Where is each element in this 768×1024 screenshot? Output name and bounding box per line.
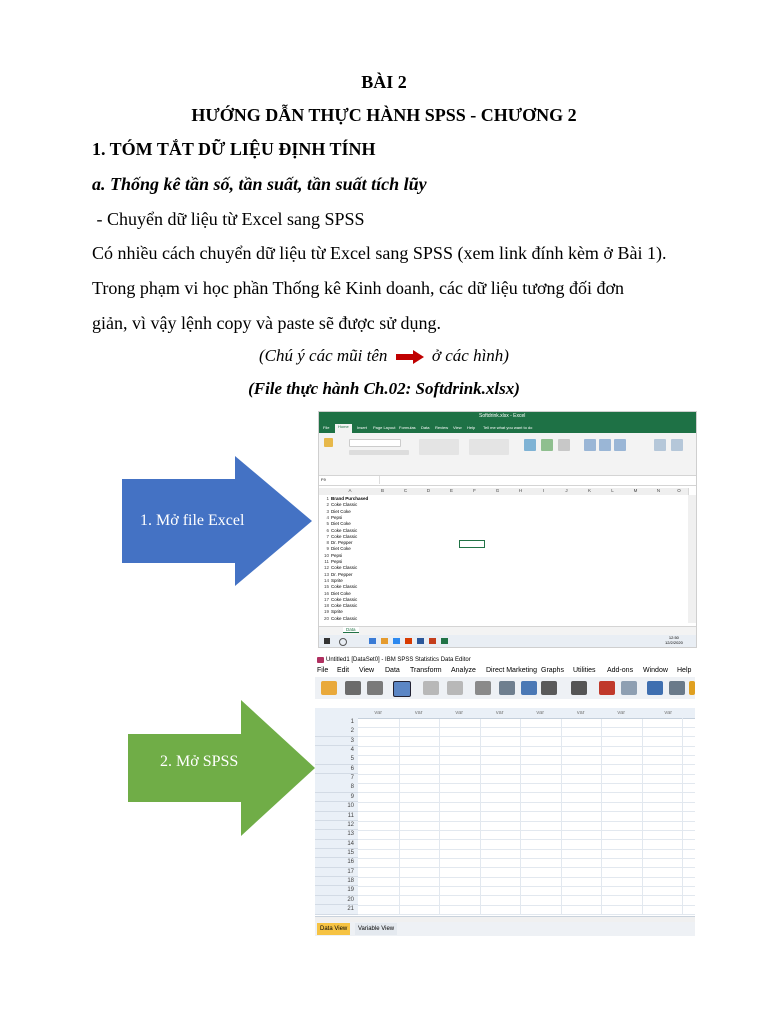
excel-grid[interactable] [319, 488, 696, 623]
spss-column-header[interactable]: var [358, 708, 400, 719]
excel-cell[interactable]: Coke Classic [331, 502, 358, 508]
spss-row-number[interactable]: 15 [315, 849, 358, 859]
excel-col-header[interactable]: M [624, 488, 648, 495]
excel-tab[interactable]: Help [467, 425, 476, 430]
excel-col-header[interactable]: F [463, 488, 487, 495]
menu-item[interactable]: Graphs [541, 667, 564, 674]
spss-column-header[interactable]: var [480, 708, 522, 719]
paragraph-line: Có nhiều cách chuyển dữ liệu từ Excel sang SPSS (xem link đính kèm ở Bài 1). [92, 243, 667, 263]
menu-item[interactable]: Utilities [573, 667, 596, 674]
excel-tab[interactable]: Formulas [399, 425, 416, 430]
alignment-group[interactable] [419, 439, 459, 455]
bullet-text: - Chuyển dữ liệu từ Excel sang SPSS [92, 209, 365, 229]
insert-cells-icon[interactable] [584, 439, 596, 451]
sort-filter-icon[interactable] [654, 439, 666, 451]
menu-item[interactable]: Direct Marketing [486, 667, 537, 674]
excel-col-header[interactable]: I [532, 488, 556, 495]
open-folder-icon[interactable] [321, 681, 337, 695]
paragraph-line: giản, vì vậy lệnh copy và paste sẽ được sử dụng. [92, 313, 441, 333]
excel-ribbon [319, 433, 696, 476]
clock-time: 12:50 [668, 635, 679, 640]
step1-label: 1. Mở file Excel [140, 512, 245, 529]
spss-row-number[interactable]: 2 [315, 727, 358, 737]
excel-row-number[interactable]: 18 [323, 603, 329, 609]
excel-tab[interactable]: Insert [357, 425, 368, 430]
excel-row-number[interactable]: 19 [323, 609, 329, 615]
excel-row-number[interactable]: 2 [326, 502, 329, 508]
excel-row-number[interactable]: 5 [326, 521, 329, 527]
excel-col-header[interactable]: K [578, 488, 602, 495]
spss-grid-line [358, 877, 695, 878]
spss-grid-line [358, 895, 695, 896]
excel-col-header[interactable]: J [555, 488, 579, 495]
spss-row-number[interactable]: 20 [315, 896, 358, 906]
excel-col-header[interactable]: G [486, 488, 510, 495]
font-select[interactable] [349, 439, 401, 447]
excel-cell[interactable]: Pepsi [331, 514, 343, 520]
tab-data-view[interactable]: Data View [317, 923, 350, 935]
paste-icon[interactable] [324, 438, 333, 447]
excel-cell[interactable]: Pepsi [331, 552, 343, 558]
excel-tab[interactable]: Review [435, 425, 449, 430]
excel-row-number[interactable]: 10 [323, 552, 329, 558]
spss-row-number[interactable]: 16 [315, 858, 358, 868]
spss-grid-line [358, 830, 695, 831]
spss-grid-line [358, 727, 695, 728]
spss-grid-line [358, 811, 695, 812]
spss-window-title: Untitled1 [DataSet0] - IBM SPSS Statistics Data Editor [326, 657, 471, 663]
arrow-note-text: (Chú ý các mũi tên [259, 346, 388, 365]
powerpoint-icon[interactable] [429, 638, 436, 644]
value-labels-icon[interactable] [689, 681, 695, 695]
app-icon[interactable] [381, 638, 388, 644]
spss-app-icon [317, 657, 324, 663]
menu-item[interactable]: File [317, 667, 329, 674]
weight-cases-icon[interactable] [669, 681, 685, 695]
word-icon[interactable] [417, 638, 424, 644]
excel-cell[interactable]: Coke Classic [331, 603, 358, 609]
subsection-heading: a. Thống kê tần số, tần suất, tần suất tích lũy [92, 174, 427, 194]
excel-cell[interactable]: Sprite [331, 609, 343, 615]
excel-cell[interactable]: Brand Purchased [331, 496, 369, 501]
spss-column-header[interactable]: var [642, 708, 696, 719]
menu-item[interactable]: Add-ons [607, 667, 634, 674]
excel-col-header[interactable]: L [601, 488, 625, 495]
spss-row-number[interactable]: 18 [315, 877, 358, 887]
spss-grid-line [358, 736, 695, 737]
excel-col-header[interactable]: N [647, 488, 671, 495]
excel-sheet-tab[interactable]: Data [343, 627, 359, 633]
file-note: (File thực hành Ch.02: Softdrink.xlsx) [248, 379, 520, 398]
spss-grid-line [358, 792, 695, 793]
excel-formula-input[interactable] [379, 476, 680, 484]
goto-variable-icon[interactable] [499, 681, 515, 695]
excel-row-number[interactable]: 7 [326, 533, 329, 539]
redo-icon[interactable] [447, 681, 463, 695]
excel-col-header[interactable]: B [371, 488, 395, 495]
excel-row-number[interactable]: 17 [323, 596, 329, 602]
spss-grid-line [520, 718, 521, 914]
insert-variable-icon[interactable] [621, 681, 637, 695]
format-cells-icon[interactable] [614, 439, 626, 451]
spss-grid-line [358, 755, 695, 756]
excel-icon[interactable] [441, 638, 448, 644]
dialog-recall-icon[interactable] [393, 681, 411, 697]
spss-row-number[interactable]: 12 [315, 821, 358, 831]
spss-grid-line [358, 821, 695, 822]
spss-row-number[interactable]: 9 [315, 793, 358, 803]
number-group[interactable] [469, 439, 509, 455]
excel-cell[interactable]: Diet Coke [331, 508, 351, 514]
insert-cases-icon[interactable] [599, 681, 615, 695]
excel-col-header[interactable]: E [440, 488, 464, 495]
find-icon[interactable] [571, 681, 587, 695]
menu-item[interactable]: Help [677, 667, 692, 674]
red-arrow-icon [396, 350, 424, 364]
spss-grid-line [358, 914, 695, 915]
spss-grid-line [358, 858, 695, 859]
windows-taskbar [319, 635, 696, 647]
excel-row-number[interactable]: 4 [326, 514, 329, 520]
menu-item[interactable]: Analyze [451, 667, 476, 674]
excel-cell[interactable]: Pepsi [331, 559, 343, 564]
excel-row-number[interactable]: 8 [326, 540, 329, 546]
menu-item[interactable]: Edit [337, 667, 350, 674]
spss-row-number[interactable]: 17 [315, 868, 358, 878]
page-heading: HƯỚNG DẪN THỰC HÀNH SPSS - CHƯƠNG 2 [191, 105, 577, 125]
menu-item[interactable]: Window [643, 667, 668, 674]
excel-name-box[interactable]: F9 [321, 477, 326, 482]
spss-data-grid[interactable] [315, 708, 695, 916]
spss-grid-line [439, 718, 440, 914]
excel-tell-me[interactable]: Tell me what you want to do [483, 425, 533, 430]
excel-row-number[interactable]: 11 [324, 559, 329, 564]
spss-grid-line [358, 774, 695, 775]
excel-cell[interactable]: Dr. Pepper [331, 571, 353, 577]
spss-grid-line [561, 718, 562, 914]
variables-icon[interactable] [521, 681, 537, 695]
spss-column-header[interactable]: var [439, 708, 481, 719]
excel-col-header[interactable]: O [670, 488, 689, 495]
spss-grid-line [358, 886, 695, 887]
excel-cell[interactable]: Coke Classic [331, 527, 358, 533]
app-icon[interactable] [405, 638, 412, 644]
split-icon[interactable] [647, 681, 663, 695]
section-heading: 1. TÓM TẮT DỮ LIỆU ĐỊNH TÍNH [92, 139, 376, 159]
spss-grid-line [358, 783, 695, 784]
spss-row-number[interactable]: 13 [315, 830, 358, 840]
excel-col-header[interactable]: C [394, 488, 418, 495]
excel-cell[interactable]: Sprite [331, 577, 343, 583]
spss-screenshot [315, 655, 695, 936]
excel-cell[interactable]: Coke Classic [331, 584, 358, 590]
spss-grid-line [642, 718, 643, 914]
spss-grid-line [358, 764, 695, 765]
excel-cell[interactable]: Diet Coke [331, 590, 351, 596]
spss-row-number[interactable]: 1 [315, 718, 358, 728]
spss-grid-line [399, 718, 400, 914]
format-as-table-icon[interactable] [541, 439, 553, 451]
clock-date: 12/2/2020 [665, 640, 683, 645]
spss-view-tabs [315, 922, 695, 936]
excel-cell[interactable]: Dr. Pepper [331, 540, 353, 546]
excel-tab[interactable]: File [323, 425, 330, 430]
spss-grid-line [358, 802, 695, 803]
excel-cell[interactable]: Diet Coke [331, 521, 351, 527]
excel-col-header[interactable]: D [417, 488, 441, 495]
excel-formula-bar [319, 476, 696, 486]
excel-cell[interactable]: Coke Classic [331, 565, 358, 571]
spss-row-number[interactable]: 11 [315, 812, 358, 822]
excel-ribbon-tabs [319, 423, 696, 433]
conditional-formatting-icon[interactable] [524, 439, 536, 451]
excel-row-number[interactable]: 12 [323, 565, 329, 571]
excel-tab[interactable]: View [453, 425, 462, 430]
spss-grid-line [358, 839, 695, 840]
find-select-icon[interactable] [671, 439, 683, 451]
lesson-title: BÀI 2 [361, 72, 407, 92]
windows-start-icon[interactable] [324, 638, 330, 644]
excel-row-number[interactable]: 20 [323, 615, 329, 621]
spss-grid-line [682, 718, 683, 914]
excel-row-number[interactable]: 16 [323, 590, 329, 596]
spss-row-number[interactable]: 21 [315, 905, 358, 915]
spss-row-number[interactable]: 4 [315, 746, 358, 756]
excel-screenshot [318, 411, 697, 648]
app-icon[interactable] [369, 638, 376, 644]
font-format-buttons[interactable] [349, 450, 409, 455]
excel-tab[interactable]: Data [421, 425, 430, 430]
spss-row-number[interactable]: 19 [315, 886, 358, 896]
excel-row-number[interactable]: 13 [323, 571, 329, 577]
excel-tab[interactable]: Home [335, 424, 352, 433]
excel-row-number[interactable]: 6 [326, 527, 329, 533]
spss-row-number[interactable]: 3 [315, 737, 358, 747]
cell-styles-icon[interactable] [558, 439, 570, 451]
excel-row-number[interactable]: 15 [323, 584, 329, 590]
excel-row-number[interactable]: 9 [326, 546, 329, 552]
print-icon[interactable] [367, 681, 383, 695]
spss-toolbar [315, 677, 695, 700]
excel-tab[interactable]: Page Layout [373, 425, 396, 430]
excel-row-number[interactable]: 3 [326, 508, 329, 514]
paragraph-line: Trong phạm vi học phần Thống kê Kinh doanh, các dữ liệu tương đối đơn [92, 278, 624, 298]
spss-grid-line [480, 718, 481, 914]
delete-cells-icon[interactable] [599, 439, 611, 451]
spss-row-number[interactable]: 10 [315, 802, 358, 812]
app-icon[interactable] [393, 638, 400, 644]
excel-status-bar [319, 626, 696, 635]
excel-vscroll[interactable] [688, 495, 696, 623]
step2-label: 2. Mở SPSS [160, 753, 239, 770]
spss-column-header[interactable]: var [561, 708, 603, 719]
spss-grid-line [601, 718, 602, 914]
excel-cell[interactable]: Coke Classic [331, 615, 358, 621]
spss-grid-line [358, 746, 695, 747]
arrow-note [0, 346, 768, 366]
spss-column-header[interactable]: var [520, 708, 562, 719]
excel-title-bar [319, 412, 696, 423]
tab-variable-view[interactable]: Variable View [355, 923, 397, 935]
clock [665, 635, 683, 645]
split-file-icon[interactable] [541, 681, 557, 695]
search-icon[interactable] [339, 638, 347, 646]
excel-row-number[interactable]: 14 [323, 577, 329, 583]
spss-column-header[interactable]: var [399, 708, 441, 719]
spss-row-number[interactable]: 6 [315, 765, 358, 775]
save-icon[interactable] [345, 681, 361, 695]
excel-cell[interactable]: Diet Coke [331, 546, 351, 552]
excel-col-header[interactable]: H [509, 488, 533, 495]
goto-case-icon[interactable] [475, 681, 491, 695]
selected-cell[interactable] [459, 540, 485, 548]
excel-row-number[interactable]: 1 [326, 496, 329, 501]
spss-row-number[interactable]: 14 [315, 840, 358, 850]
spss-grid-line [358, 849, 695, 850]
arrow-note-text: ở các hình) [431, 346, 509, 365]
spss-grid-line [358, 867, 695, 868]
spss-column-header[interactable]: var [601, 708, 643, 719]
excel-window-title: Softdrink.xlsx - Excel [479, 413, 526, 419]
spss-grid-line [358, 905, 695, 906]
spss-row-number[interactable]: 8 [315, 783, 358, 793]
undo-icon[interactable] [423, 681, 439, 695]
spss-row-number[interactable]: 7 [315, 774, 358, 784]
excel-cell[interactable]: Coke Classic [331, 596, 358, 602]
menu-item[interactable]: Data [385, 667, 400, 674]
excel-col-header[interactable]: A [329, 488, 372, 495]
menu-item[interactable]: Transform [410, 667, 442, 674]
spss-row-number[interactable]: 5 [315, 755, 358, 765]
menu-item[interactable]: View [359, 667, 375, 674]
spss-menu-bar [315, 666, 695, 677]
excel-cell[interactable]: Coke Classic [331, 533, 358, 539]
spss-title-bar [315, 655, 695, 666]
